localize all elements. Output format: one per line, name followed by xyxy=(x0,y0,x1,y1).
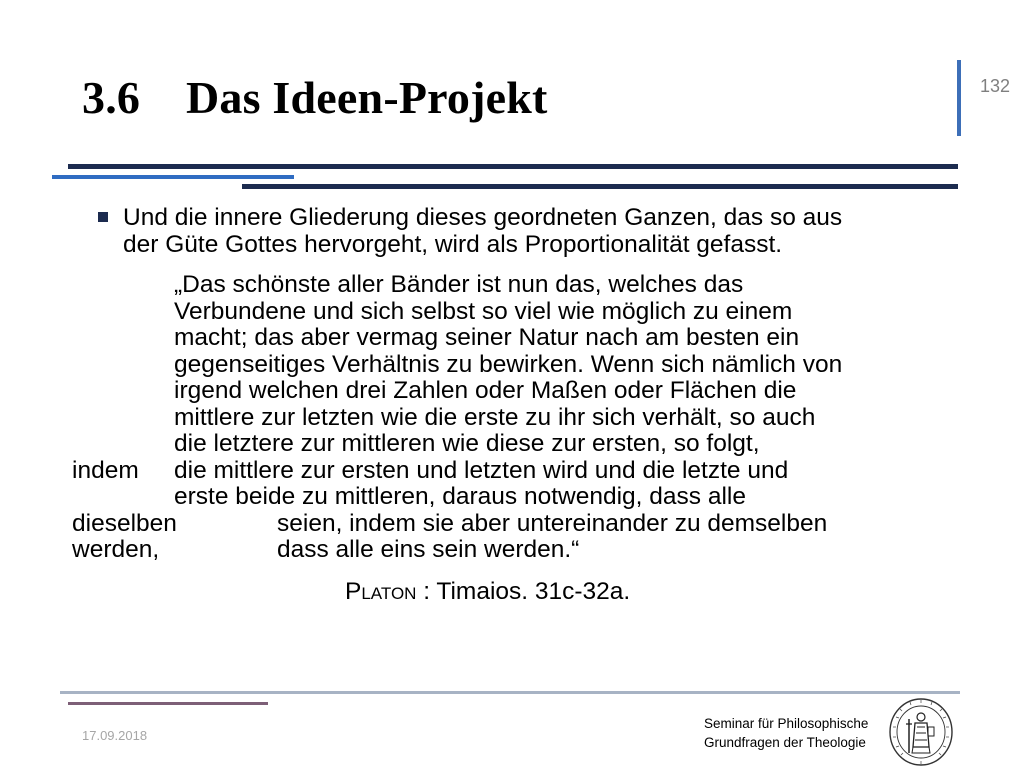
title-number: 3.6 xyxy=(82,72,141,123)
quote-line: mittlere zur letzten wie die erste zu ihr sich verhält, so auch xyxy=(174,403,816,431)
slide-title xyxy=(82,66,548,130)
bullet-paragraph xyxy=(123,205,842,258)
seminar-name xyxy=(704,714,868,752)
bullet-line: der Güte Gottes hervorgeht, wird als Proportionalität gefasst. xyxy=(123,230,783,258)
seminar-line: Grundfragen der Theologie xyxy=(704,735,866,750)
quote-line: irgend welchen drei Zahlen oder Maßen oder Flächen die xyxy=(174,377,797,404)
citation-author: Platon xyxy=(345,578,417,605)
quote-citation xyxy=(345,578,630,606)
title-text: Das Ideen-Projekt xyxy=(186,72,548,123)
quote-line: erste beide zu mittleren, daraus notwendig, dass alle xyxy=(174,483,746,510)
quote-line-lead: indem xyxy=(72,456,139,484)
quote-line: die mittlere zur ersten und letzten wird und die letzte und xyxy=(174,456,789,484)
page-number: 132 xyxy=(980,76,1011,96)
header-rule-blue xyxy=(52,175,294,179)
footer-rule-gray xyxy=(60,691,960,694)
quote-line: macht; das aber vermag seiner Natur nach am besten ein xyxy=(174,324,800,351)
header-rule-dark-lower xyxy=(242,184,958,189)
quote-line-lead: dieselben xyxy=(72,509,177,537)
quote-line: seien, indem sie aber untereinander zu demselben xyxy=(277,509,828,537)
page-number-divider xyxy=(957,60,961,136)
seminar-line: Seminar für Philosophische xyxy=(704,716,869,731)
header-rule-dark xyxy=(68,164,958,169)
square-bullet-icon xyxy=(98,212,108,222)
quote-line: dass alle eins sein werden.“ xyxy=(277,536,580,563)
citation-work: : Timaios. 31c-32a. xyxy=(416,578,631,605)
footer-date: 17.09.2018 xyxy=(82,728,148,743)
university-seal-icon xyxy=(888,697,954,767)
footer-rule-purple xyxy=(68,702,268,705)
quote-line-lead: werden, xyxy=(72,536,160,563)
quote-line: Verbundene und sich selbst so viel wie möglich zu einem xyxy=(174,297,793,325)
quote-line: gegenseitiges Verhältnis zu bewirken. Wenn sich nämlich von xyxy=(174,350,843,378)
quote-line: „Das schönste aller Bänder ist nun das, welches das xyxy=(174,271,744,298)
quote-line: die letztere zur mittleren wie diese zur ersten, so folgt, xyxy=(174,430,760,457)
bullet-line: Und die innere Gliederung dieses geordneten Ganzen, das so aus xyxy=(123,204,843,231)
